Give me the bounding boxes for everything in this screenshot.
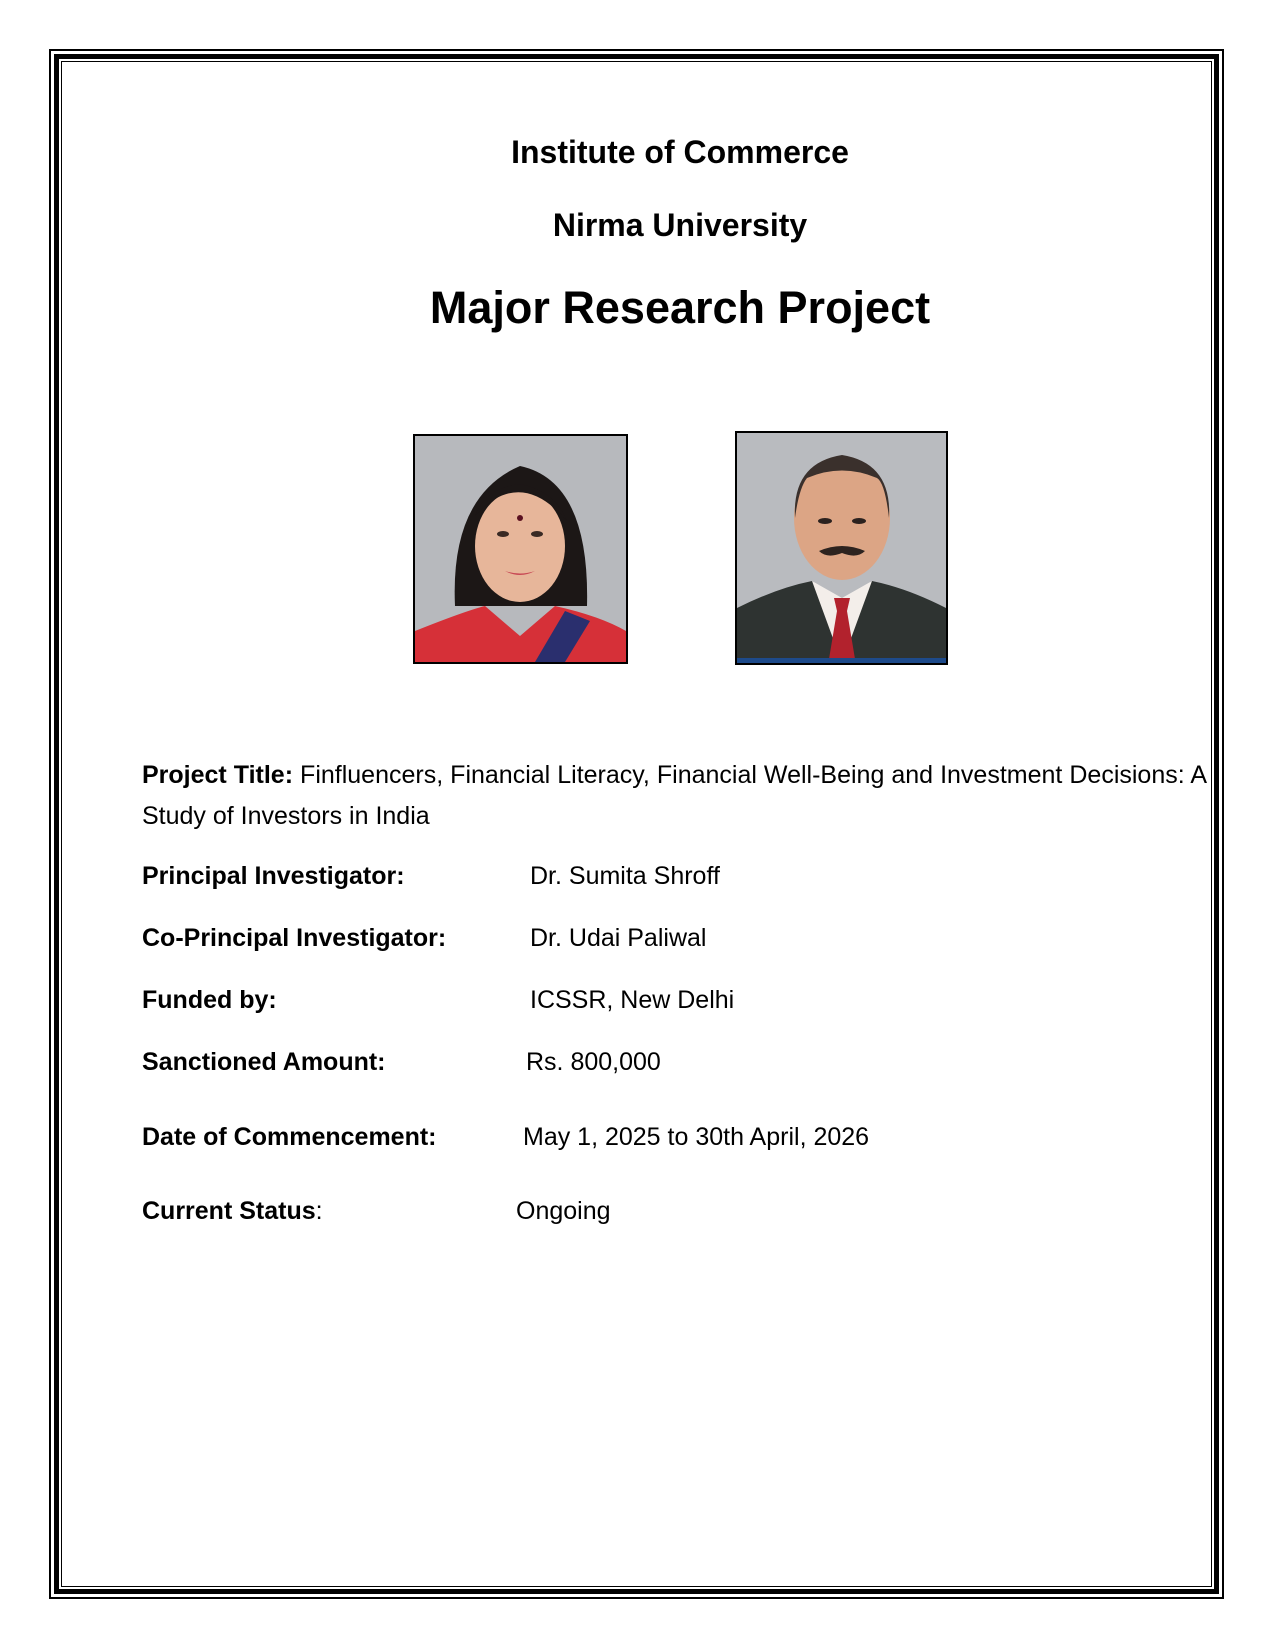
project-title-value: Finfluencers, Financial Literacy, Financial Well-Being and Investment Decisions: A Study of Investors in India bbox=[142, 761, 1207, 830]
institute-heading: Institute of Commerce bbox=[511, 134, 849, 170]
man-portrait-icon bbox=[737, 433, 946, 663]
detail-label: Funded by: bbox=[142, 986, 277, 1014]
co-principal-investigator-photo bbox=[735, 431, 948, 665]
detail-label: Sanctioned Amount: bbox=[142, 1048, 386, 1076]
detail-value: Dr. Udai Paliwal bbox=[530, 924, 707, 952]
woman-portrait-icon bbox=[415, 436, 626, 662]
detail-label-text: Current Status bbox=[142, 1197, 316, 1225]
detail-value: Dr. Sumita Shroff bbox=[530, 862, 720, 890]
detail-value: ICSSR, New Delhi bbox=[530, 986, 735, 1014]
detail-value: Rs. 800,000 bbox=[526, 1048, 661, 1076]
project-title bbox=[142, 755, 1207, 837]
university-heading: Nirma University bbox=[552, 207, 808, 243]
status-value: Ongoing bbox=[516, 1197, 611, 1225]
detail-label bbox=[142, 1196, 323, 1226]
project-title-label: Project Title: bbox=[142, 761, 294, 789]
detail-label: Co-Principal Investigator: bbox=[142, 924, 447, 952]
detail-label: Principal Investigator: bbox=[142, 862, 405, 890]
principal-investigator-photo bbox=[413, 434, 628, 664]
document-title: Major Research Project bbox=[429, 282, 931, 333]
detail-label: Date of Commencement: bbox=[142, 1123, 437, 1151]
detail-label-colon: : bbox=[315, 1197, 323, 1225]
detail-value: May 1, 2025 to 30th April, 2026 bbox=[523, 1123, 870, 1151]
